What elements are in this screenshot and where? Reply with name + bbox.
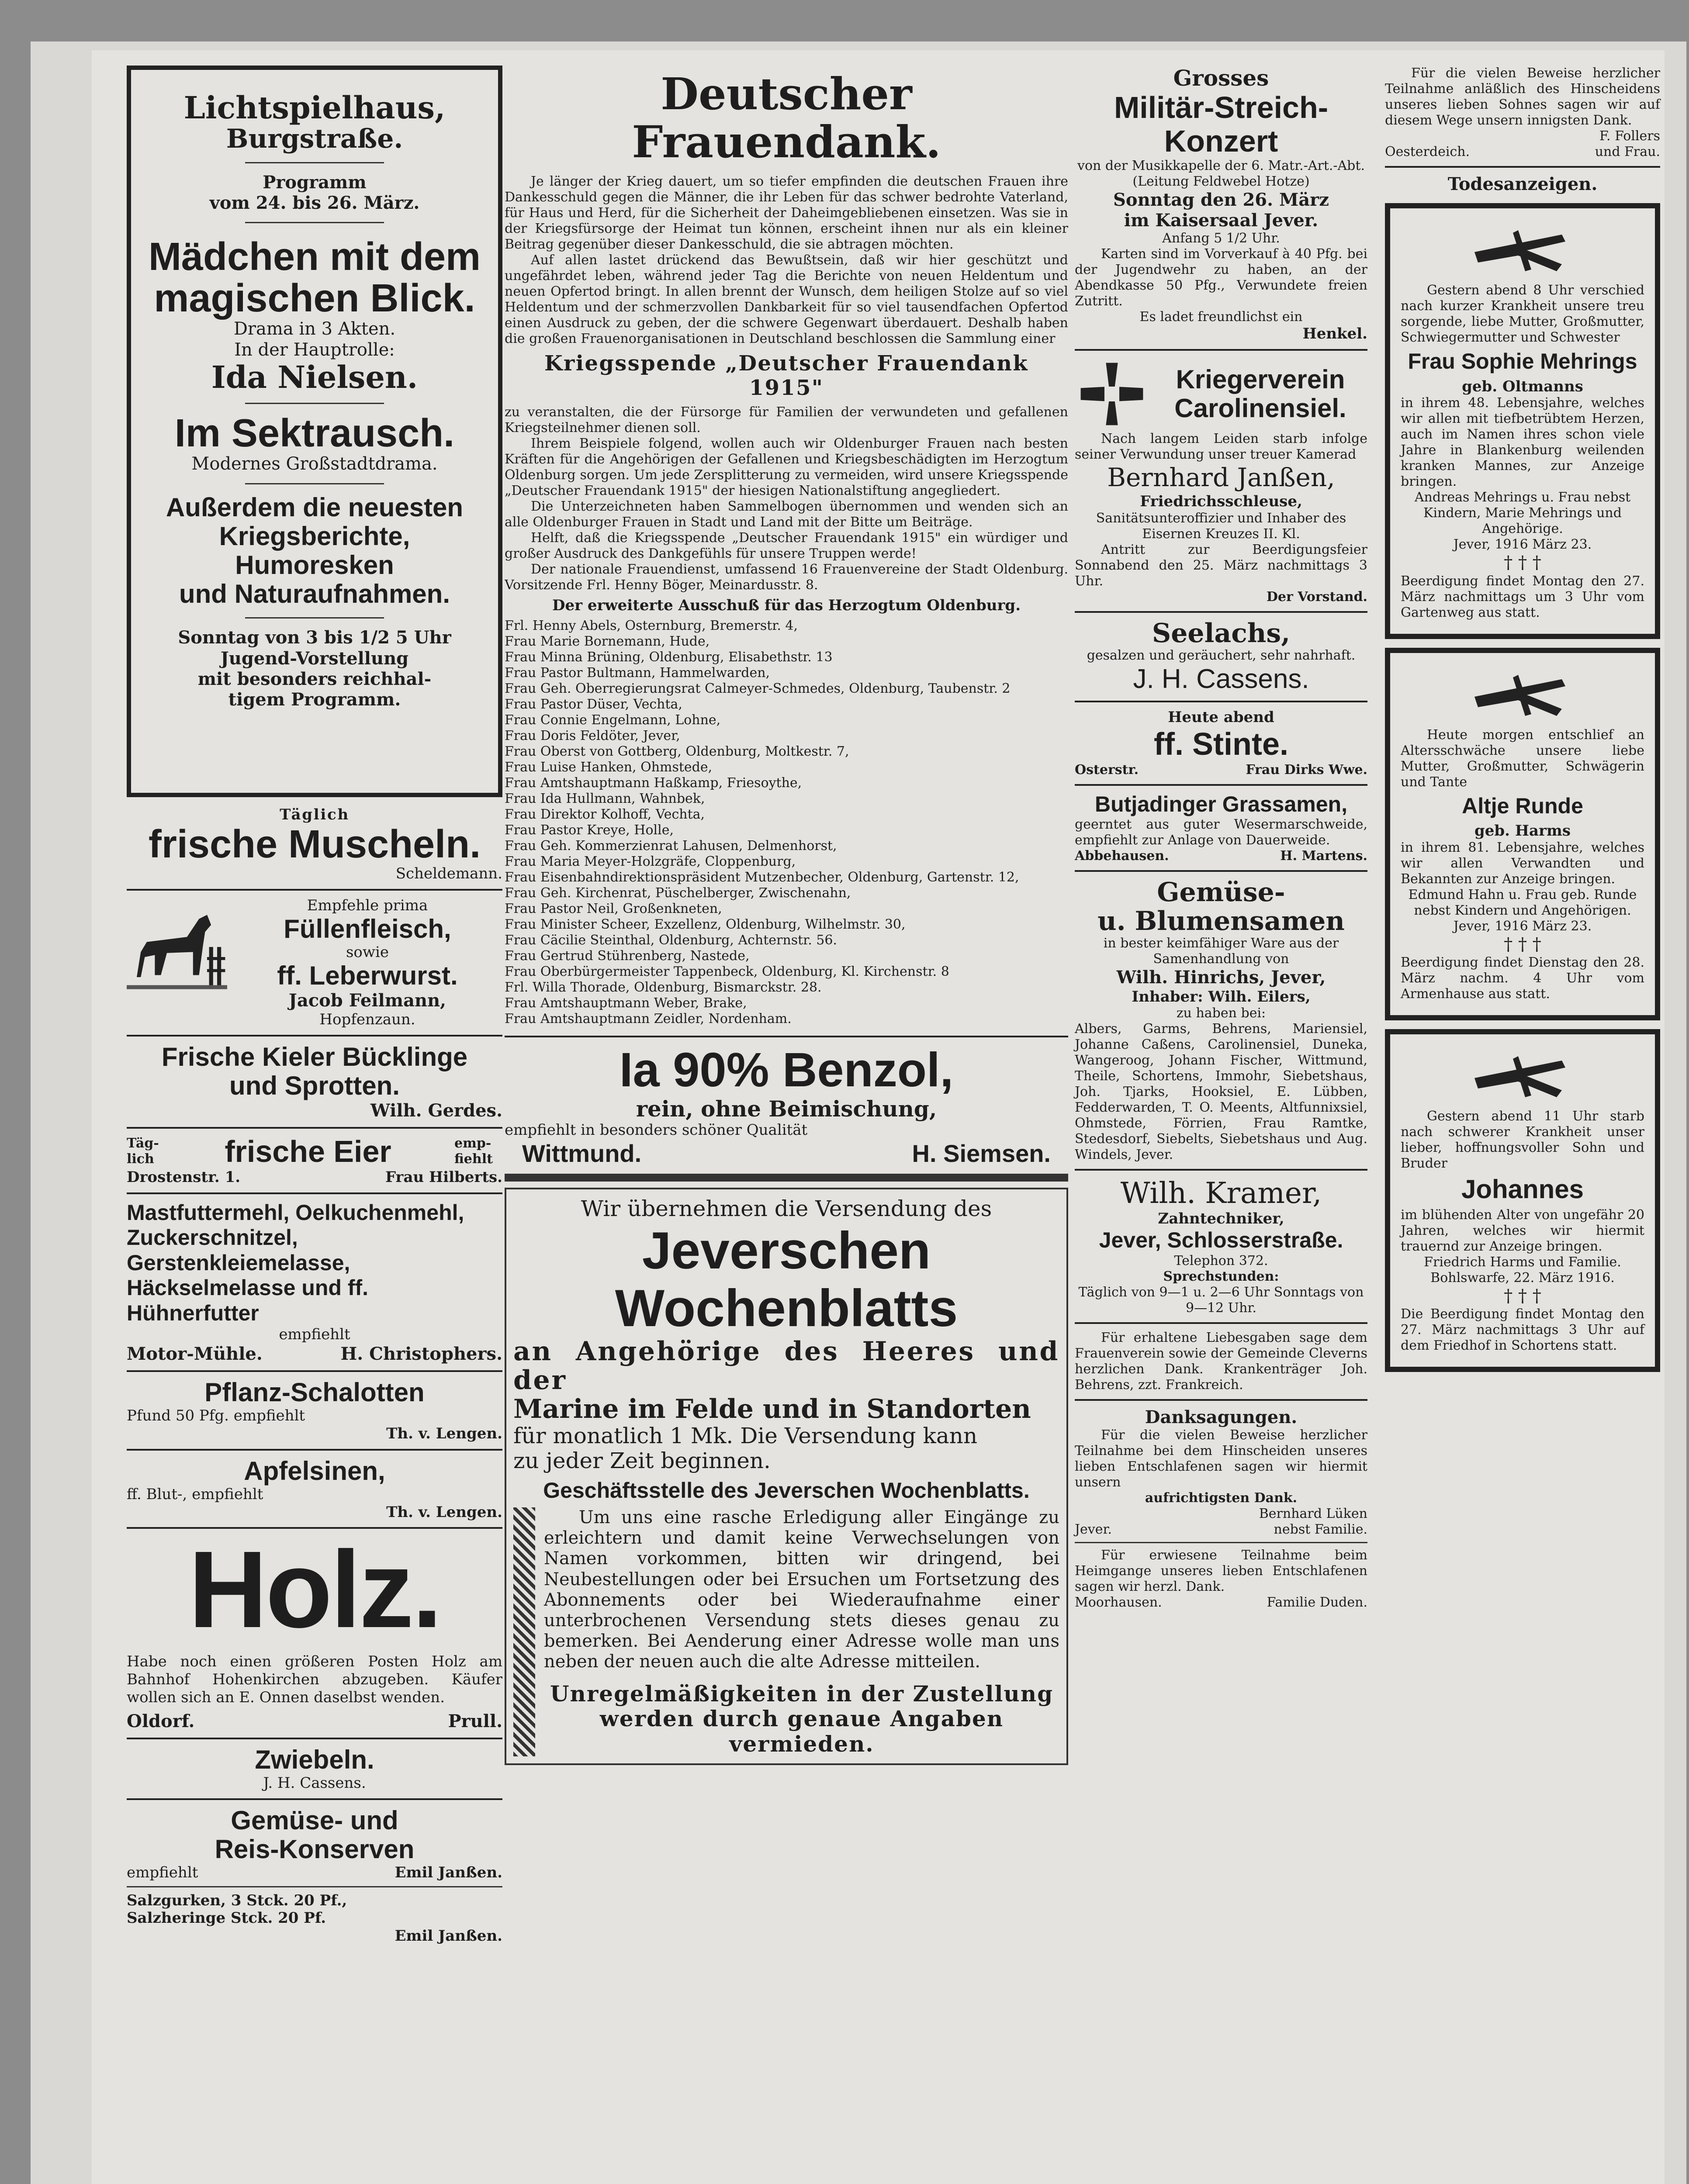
mail-line4: für monatlich 1 Mk. Die Versendung kann [513, 1423, 978, 1448]
smelt-tonight: Heute abend [1168, 708, 1274, 726]
grass-title: Butjadinger Grassamen, [1095, 791, 1347, 816]
mail-line5: zu jeder Zeit beginnen. [513, 1448, 771, 1474]
member-item: Frau Amtshauptmann Haßkamp, Friesoythe, [505, 775, 802, 791]
mussels-daily: Täglich [280, 806, 350, 823]
salmon-ad [1075, 619, 1367, 695]
cinema-program: Programm [263, 172, 367, 193]
eggs-street: Drostenstr. 1. [127, 1168, 241, 1186]
veterans-text: Nach langem Leiden starb infolge seiner Verwundung unser treuer Kamerad [1075, 431, 1367, 462]
death-notice-harms [1385, 1029, 1660, 1372]
harms-crosses: † † † [1504, 1286, 1541, 1306]
cinema-sunday-c: mit besonders reichhal- [197, 668, 432, 689]
mail-line1: Wir übernehmen die Versendung des [581, 1196, 992, 1222]
oranges-desc: ff. Blut-, empfiehlt [127, 1485, 263, 1503]
veterans-place: Friedrichsschleuse, [1140, 493, 1302, 511]
mail-line3: Marine im Felde und in Standorten [513, 1393, 1031, 1424]
mehrings-name: Frau Sophie Mehrings [1408, 349, 1637, 374]
harms-name: Johannes [1461, 1175, 1584, 1204]
member-item: Frau Cäcilie Steinthal, Oldenburg, Achternstr. 56. [505, 932, 837, 948]
member-item: Frau Geh. Oberregierungsrat Calmeyer-Schmedes, Oldenburg, Taubenstr. 2 [505, 681, 1011, 696]
smelt-seller: Frau Dirks Wwe. [1246, 762, 1367, 778]
dentist-job: Zahntechniker, [1158, 1210, 1284, 1228]
onions-seller: J. H. Cassens. [263, 1774, 366, 1792]
dentist-name: Wilh. Kramer, [1120, 1176, 1322, 1210]
runde-text: Heute morgen entschlief an Altersschwäche unsere liebe Mutter, Großmutter, Schwägerin und Tante [1401, 727, 1644, 790]
member-item: Frau Pastor Neil, Großenkneten, [505, 901, 722, 916]
concert-date: Sonntag den 26. März [1113, 189, 1329, 210]
frauendank-para3: zu veranstalten, die der Fürsorge für Familien der verwundeten und gefallenen Kriegsteilnehmer dienen soll. [505, 404, 1068, 435]
seeds-avail: zu haben bei: [1176, 1006, 1266, 1021]
dentist-hours-label: Sprechstunden: [1163, 1268, 1279, 1284]
conserves-ad [127, 1806, 502, 1945]
member-item: Frau Oberbürgermeister Tappenbeck, Oldenburg, Kl. Kirchenstr. 8 [505, 964, 949, 979]
kiel-line2: und Sprotten. [229, 1071, 400, 1100]
cinema-sunday-a: Sonntag von 3 bis 1/2 5 Uhr [178, 627, 451, 648]
cinema-extra-a: Außerdem die neuesten [166, 493, 464, 522]
film1-genre: Drama in 3 Akten. [233, 319, 396, 339]
committee-members [505, 618, 1068, 1027]
onions-ad [127, 1745, 502, 1792]
thanks-duden-text: Für erwiesene Teilnahme beim Heimgange unseres lieben Entschlafenen sagen wir herzl. Dank. [1075, 1547, 1367, 1594]
eggs-seller: Frau Hilberts. [385, 1168, 502, 1186]
member-item: Frau Amtshauptmann Zeidler, Nordenham. [505, 1011, 792, 1026]
foal-street: Hopfenzaun. [319, 1010, 415, 1028]
kiel-line1: Frische Kieler Bücklinge [161, 1042, 468, 1071]
concert-ad [1075, 66, 1367, 343]
benzol-seller: H. Siemsen. [912, 1140, 1051, 1168]
seeds-ad [1075, 878, 1367, 1163]
feed-mill: Motor-Mühle. [127, 1343, 263, 1364]
mehrings-crosses: † † † [1504, 553, 1541, 573]
conserves-seller: Emil Janßen. [395, 1863, 502, 1881]
concert-by: von der Musikkapelle der 6. Matr.-Art.-Abt. (Leitung Feldwebel Hotze) [1077, 158, 1365, 189]
benzol-place: Wittmund. [522, 1140, 642, 1168]
feed-recommend: empfiehlt [279, 1326, 350, 1344]
seeds-title-a: Gemüse- [1157, 877, 1285, 908]
grass-seller: H. Martens. [1280, 848, 1367, 864]
foal-meat: Füllenfleisch, [284, 914, 451, 943]
dentist-phone: Telephon 372. [1174, 1253, 1268, 1268]
mail-line2: an Angehörige des Heeres und der [513, 1336, 1059, 1396]
runde-family: Edmund Hahn u. Frau geb. Runde nebst Kindern und Angehörigen. [1408, 887, 1637, 918]
mussels-title: frische Muscheln. [148, 822, 481, 866]
salmon-desc: gesalzen und geräuchert, sehr nahrhaft. [1087, 648, 1356, 663]
veterans-title-b: Carolinensiel. [1174, 393, 1346, 423]
veterans-board: Der Vorstand. [1266, 589, 1367, 605]
thanks-lueken-dank: aufrichtigsten Dank. [1145, 1490, 1298, 1506]
benzol-title: Ia 90% Benzol, [619, 1043, 954, 1097]
frauendank-para7: Der nationale Frauendienst, umfassend 16 Frauenvereine der Stadt Oldenburg. Vorsitzende Frl. Henny Böger, Meinardusstr. 8. [505, 562, 1068, 593]
seeds-dealers: Albers, Garms, Behrens, Mariensiel, Johanne Caßens, Carolinensiel, Duneka, Wangeroog, Johann Fischer, Wittmund, Theile, Schortens, Immohr, Siebetshaus, Joh. Tjarks, Hooksiel, E. Lübben, Fedderwarden, T. O. Meents, Altfunnixsiel, Ohmstede, Förrien, Frau Ramtke, Stedesdorf, Siebelts, Siebetshaus und Aug. Windels, Jever. [1075, 1021, 1367, 1163]
death-notice-runde [1385, 648, 1660, 1020]
thanks-duden-place: Moorhausen. [1075, 1594, 1162, 1610]
wood-place: Oldorf. [127, 1711, 195, 1731]
concert-invite: Es ladet freundlichst ein [1139, 309, 1303, 325]
eggs-ad [127, 1135, 502, 1186]
foal-sausage: ff. Leberwurst. [277, 961, 458, 990]
iron-cross-icon [1075, 357, 1149, 431]
member-item: Frau Ida Hullmann, Wahnbek, [505, 791, 705, 806]
member-item: Frl. Henny Abels, Osternburg, Bremerstr. 4, [505, 618, 798, 633]
feed-ad [127, 1200, 502, 1364]
cinema-extra-c: und Naturaufnahmen. [179, 579, 450, 609]
runde-nee: geb. Harms [1474, 822, 1571, 840]
wood-seller: Prull. [448, 1711, 502, 1731]
feed-line2: Zuckerschnitzel, Gerstenkleiemelasse, [127, 1225, 350, 1275]
frauendank-fund: Kriegsspende „Deutscher Frauendank 1915" [544, 351, 1029, 400]
thanks-title: Danksagungen. [1145, 1406, 1298, 1427]
mehrings-family: Andreas Mehrings u. Frau nebst Kindern, Marie Mehrings und Angehörige. [1414, 490, 1631, 537]
mehrings-funeral: Beerdigung findet Montag den 27. März nachmittags um 3 Uhr vom Gartenweg aus statt. [1401, 573, 1644, 620]
member-item: Frau Maria Meyer-Holzgräfe, Cloppenburg, [505, 854, 796, 869]
thanks-follers-name: F. Follers [1599, 128, 1660, 144]
concert-host: Henkel. [1302, 325, 1367, 342]
cinema-extra-b: Kriegsberichte, Humoresken [219, 522, 410, 580]
foal-also: sowie [346, 943, 389, 961]
member-item: Frau Pastor Bultmann, Hammelwarden, [505, 665, 770, 681]
oranges-seller: Th. v. Lengen. [386, 1503, 502, 1521]
veterans-ad [1075, 357, 1367, 605]
member-item: Frau Oberst von Gottberg, Oldenburg, Moltkestr. 7, [505, 743, 849, 759]
mussels-seller: Scheldemann. [395, 865, 502, 883]
shallots-ad [127, 1378, 502, 1443]
member-item: Frau Minister Scheer, Exzellenz, Oldenburg, Wilhelmstr. 30, [505, 916, 906, 932]
shallots-title: Pflanz-Schalotten [204, 1378, 425, 1407]
deaths-title: Todesanzeigen. [1447, 174, 1598, 194]
mourning-cross-icon [1466, 1052, 1579, 1104]
wood-title: Holz. [188, 1528, 441, 1651]
mourning-cross-icon [1466, 226, 1579, 278]
conserves-title-a: Gemüse- und [231, 1805, 398, 1835]
member-item: Frau Amtshauptmann Weber, Brake, [505, 995, 747, 1011]
frauendank-title: Deutscher Frauendank. [632, 68, 941, 168]
foal-seller: Jacob Feilmann, [288, 990, 446, 1011]
mail-ad [505, 1188, 1068, 1765]
concert-title: Militär-Streich-Konzert [1114, 90, 1329, 158]
member-item: Frau Eisenbahndirektionspräsident Mutzenbecher, Oldenburg, Gartenstr. 12, [505, 869, 1019, 885]
onions-title: Zwiebeln. [255, 1745, 374, 1774]
mehrings-date: Jever, 1916 März 23. [1453, 537, 1592, 553]
member-item: Frau Doris Feldöter, Jever, [505, 728, 680, 743]
oranges-ad [127, 1457, 502, 1521]
divider-bar [505, 1174, 1068, 1182]
wood-text: Habe noch einen größeren Posten Holz am Bahnhof Hohenkirchen abzugeben. Käufer wollen sich an E. Onnen daselbst wenden. [127, 1653, 502, 1706]
member-item: Frau Pastor Kreye, Holle, [505, 822, 674, 838]
feed-line3: Häckselmelasse und ff. Hühnerfutter [127, 1275, 369, 1325]
grass-text: geerntet aus guter Wesermarschweide, empfiehlt zur Anlage von Dauerweide. [1075, 817, 1367, 848]
veterans-funeral: Antritt zur Beerdigungsfeier Sonnabend den 25. März nachmittags 3 Uhr. [1075, 542, 1367, 589]
grass-place: Abbehausen. [1075, 848, 1169, 864]
thanks-lueken-place: Jever. [1075, 1521, 1112, 1537]
mail-title: Jeverschen Wochenblatts [615, 1221, 958, 1337]
eggs-recommend: emp-fiehlt [454, 1136, 493, 1167]
frauendank-para5: Die Unterzeichneten haben Sammelbogen übernommen und wenden sich an alle Oldenburger Frauen in Stadt und Land mit der Bitte um Beiträge. [505, 499, 1068, 530]
wood-ad [127, 1528, 502, 1731]
member-item: Frau Minna Brüning, Oldenburg, Elisabethstr. 13 [505, 649, 833, 665]
cinema-dates: vom 24. bis 26. März. [209, 193, 420, 214]
dentist-ad [1075, 1177, 1367, 1316]
runde-date: Jever, 1916 März 23. [1453, 918, 1592, 934]
dentist-hours: Täglich von 9—1 u. 2—6 Uhr Sonntags von 9—12 Uhr. [1078, 1284, 1364, 1316]
member-item: Frl. Willa Thorade, Oldenburg, Bismarckstr. 28. [505, 979, 822, 995]
kiel-ad [127, 1043, 502, 1121]
cinema-sunday-b: Jugend-Vorstellung [220, 648, 409, 669]
thanks-cleverns: Für erhaltene Liebesgaben sage dem Frauenverein sowie der Gemeinde Cleverns herzlichen Dank. Krankenträger Joh. Behrens, zzt. Frankreich. [1075, 1330, 1367, 1393]
mourning-cross-icon [1466, 670, 1579, 723]
seeds-owner: Inhaber: Wilh. Eilers, [1132, 988, 1311, 1006]
cinema-title: Lichtspielhaus, [183, 90, 446, 126]
conserves-herring: Salzheringe Stck. 20 Pf. [127, 1909, 326, 1927]
conserves-pickles: Salzgurken, 3 Stck. 20 Pf., [127, 1891, 347, 1909]
grass-ad [1075, 792, 1367, 864]
benzol-sub: rein, ohne Beimischung, [636, 1095, 937, 1122]
thanks-follers-place: Oesterdeich. [1385, 144, 1470, 159]
thanks-duden-family: Familie Duden. [1267, 1594, 1367, 1610]
salmon-title: Seelachs, [1152, 618, 1291, 649]
concert-venue: im Kaisersaal Jever. [1124, 210, 1319, 231]
death-notice-mehrings [1385, 203, 1660, 639]
feed-seller: H. Christophers. [340, 1343, 502, 1364]
concert-big: Grosses [1173, 65, 1269, 91]
eggs-daily: Täg-lich [127, 1136, 159, 1167]
film1-lead: In der Hauptrolle: [234, 339, 395, 360]
runde-funeral: Beerdigung findet Dienstag den 28. März nachm. 4 Uhr vom Armenhause aus statt. [1401, 955, 1644, 1002]
concert-tickets: Karten sind im Vorverkauf à 40 Pfg. bei der Jugendwehr zu haben, an der Abendkasse 50 Pfg., Verwundete freien Zutritt. [1075, 246, 1367, 309]
harms-age: im blühenden Alter von ungefähr 20 Jahren, welches wir hiermit trauernd zur Anzeige bringen. [1401, 1207, 1644, 1254]
frauendank-para2: Auf allen lastet drückend das Bewußtsein, daß wir hier geschützt und ungefährdet leben, während jeder Tag die Berichte von neuen Heldentum und neuen Opfertod bringt. In allen brennt der Wunsch, dem heiligen Stolze auf so viel Heldentum und der schmerzvollen Dankbarkeit für so viel tausendfachen Opfertod einen Ausdruck zu geben, der die schwere Gegenwart überdauert. Deshalb haben die großen Frauenorganisationen in Deutschland beschlossen die Sammlung einer [505, 252, 1068, 346]
benzol-recommend: empfiehlt in besonders schöner Qualität [505, 1121, 808, 1139]
mail-closing: Unregelmäßigkeiten in der Zustellung werden durch genaue Angaben vermieden. [550, 1680, 1054, 1757]
conserves-seller2: Emil Janßen. [395, 1927, 502, 1945]
smelt-title: ff. Stinte. [1154, 726, 1288, 762]
mehrings-age: in ihrem 48. Lebensjahre, welches wir allen mit tiefbetrübtem Herzen, auch im Namen ihres schon viele Jahre in Blankenburg weilenden kranken Mannes, zur Anzeige bringen. [1401, 395, 1644, 490]
member-item: Frau Geh. Kommerzienrat Lahusen, Delmenhorst, [505, 838, 837, 854]
runde-age: in ihrem 81. Lebensjahre, welches wir allen Verwandten und Bekannten zur Anzeige bringen. [1401, 840, 1644, 887]
harms-text: Gestern abend 11 Uhr starb nach schwerer Krankheit unser lieber, hoffnungsvoller Sohn und Bruder [1401, 1109, 1644, 1171]
cinema-street: Burgstraße. [226, 124, 403, 154]
frauendank-para4: Ihrem Beispiele folgend, wollen auch wir Oldenburger Frauen nach besten Kräften für die Angehörigen der Gefallenen und Kriegsbeschädigten im Herzogtum Oldenburg sorgen. Um jede Zersplitterung zu vermeiden, wird unsere Kriegsspende „Deutscher Frauendank 1915" der hiesigen Nationalstiftung angegliedert. [505, 436, 1068, 498]
thanks-lueken-text: Für die vielen Beweise herzlicher Teilnahme bei dem Hinscheiden unseres lieben Entschlafenen sagen wir hiermit unsern [1075, 1427, 1367, 1490]
mussels-ad [127, 806, 502, 883]
foal-ad [127, 897, 502, 1029]
film1-title-a: Mädchen mit dem [148, 235, 481, 279]
mehrings-nee: geb. Oltmanns [1462, 377, 1583, 395]
harms-date: Bohlswarfe, 22. März 1916. [1430, 1270, 1615, 1286]
foal-recommend: Empfehle prima [307, 897, 428, 915]
film1-title-b: magischen Blick. [154, 276, 475, 320]
shallots-seller: Th. v. Lengen. [386, 1424, 502, 1442]
column-3 [1075, 66, 1367, 1610]
seeds-title-b: u. Blumensamen [1097, 906, 1345, 937]
concert-start: Anfang 5 1/2 Uhr. [1162, 230, 1280, 246]
member-item: Frau Gertrud Stührenberg, Nastede, [505, 948, 750, 964]
member-item: Frau Geh. Kirchenrat, Püschelberger, Zwischenahn, [505, 885, 851, 901]
member-item: Frau Direktor Kolhoff, Vechta, [505, 806, 705, 822]
column-4 [1385, 66, 1660, 1372]
salmon-seller: J. H. Cassens. [1133, 664, 1309, 695]
member-item: Frau Pastor Düser, Vechta, [505, 696, 682, 712]
film2-title: Im Sektrausch. [174, 411, 455, 455]
frauendank-intro: Je länger der Krieg dauert, um so tiefer empfinden die deutschen Frauen ihre Dankesschuld gegen die Männer, die ihr Leben für das schwer bedrohte Vaterland, für Haus und Herd, für die Sicherheit der Daheimgebliebenen einsetzen. Was sie in der Kriegsfürsorge der Heimat tun können, erscheint ihnen nur als ein kleiner Beitrag gegenüber dieser Dankesschuld, die sie abtragen möchten. [505, 174, 1068, 252]
thanks-lueken-name: Bernhard Lüken [1259, 1506, 1367, 1521]
member-item: Frau Luise Hanken, Ohmstede, [505, 759, 713, 775]
seeds-text: in bester keimfähiger Ware aus der Samenhandlung von [1103, 936, 1339, 967]
kiel-seller: Wilh. Gerdes. [370, 1100, 502, 1121]
runde-crosses: † † † [1504, 934, 1541, 954]
decorative-border [513, 1507, 535, 1756]
harms-funeral: Die Beerdigung findet Montag den 27. März nachmittags 3 Uhr auf dem Friedhof in Schortens statt. [1401, 1306, 1644, 1354]
smelt-ad [1075, 708, 1367, 778]
seeds-firm: Wilh. Hinrichs, Jever, [1116, 967, 1326, 988]
dentist-address: Jever, Schlosserstraße. [1099, 1228, 1343, 1253]
mehrings-text: Gestern abend 8 Uhr verschied nach kurzer Krankheit unsere treu sorgende, liebe Mutter, Großmutter, Schwiegermutter und Schwester [1401, 283, 1644, 346]
oranges-title: Apfelsinen, [244, 1456, 385, 1486]
thanks-lueken-family: nebst Familie. [1274, 1521, 1367, 1537]
frauendank-committee: Der erweiterte Ausschuß für das Herzogtum Oldenburg. [552, 597, 1021, 614]
film2-genre: Modernes Großstadtdrama. [191, 454, 438, 474]
thanks-follers-wife: und Frau. [1595, 144, 1660, 159]
runde-name: Altje Runde [1462, 793, 1583, 818]
eggs-title: frische Eier [225, 1134, 391, 1168]
thanks-follers-text: Für die vielen Beweise herzlicher Teilnahme anläßlich des Hinscheidens unseres lieben Sohnes sagen wir auf diesem Wege unsern innigsten Dank. [1385, 66, 1660, 128]
shallots-price: Pfund 50 Pfg. empfiehlt [127, 1407, 305, 1425]
veterans-name: Bernhard Janßen, [1107, 462, 1335, 492]
member-item: Frau Marie Bornemann, Hude, [505, 633, 710, 649]
film1-star: Ida Nielsen. [211, 359, 418, 395]
smelt-street: Osterstr. [1075, 762, 1139, 778]
horse-icon [127, 897, 227, 997]
column-1 [127, 66, 502, 1945]
veterans-desc: Sanitätsunteroffizier und Inhaber des Eisernen Kreuzes II. Kl. [1096, 511, 1346, 542]
cinema-ad [127, 66, 502, 797]
harms-family: Friedrich Harms und Familie. [1424, 1254, 1621, 1270]
conserves-title-b: Reis-Konserven [215, 1834, 415, 1864]
frauendank-para6: Helft, daß die Kriegsspende „Deutscher Frauendank 1915" ein würdiger und großer Ausdruck des Dankgefühls für unsere Truppen werde! [505, 530, 1068, 561]
mail-notice: Um uns eine rasche Erledigung aller Eingänge zu erleichtern und damit keine Verwechselungen von Namen vorkommen, bitten wir dringend, bei Neubestellungen oder bei Ersuchen um Fortsetzung des Abonnements oder bei Wiederaufnahme einer unterbrochenen Versendung stets dieses genau zu bemerken. Bei Aenderung einer Adresse wolle man uns neben der neuen auch die alte Adresse mitteilen. [544, 1507, 1059, 1672]
cinema-sunday-d: tigem Programm. [228, 689, 401, 710]
member-item: Frau Connie Engelmann, Lohne, [505, 712, 721, 728]
benzol-ad [505, 1044, 1068, 1168]
conserves-recommend: empfiehlt [127, 1863, 198, 1881]
veterans-title-a: Kriegerverein [1176, 364, 1345, 394]
column-2 [505, 66, 1068, 1765]
mail-office: Geschäftsstelle des Jeverschen Wochenblatts. [543, 1478, 1030, 1503]
feed-line1: Mastfuttermehl, Oelkuchenmehl, [127, 1200, 464, 1225]
